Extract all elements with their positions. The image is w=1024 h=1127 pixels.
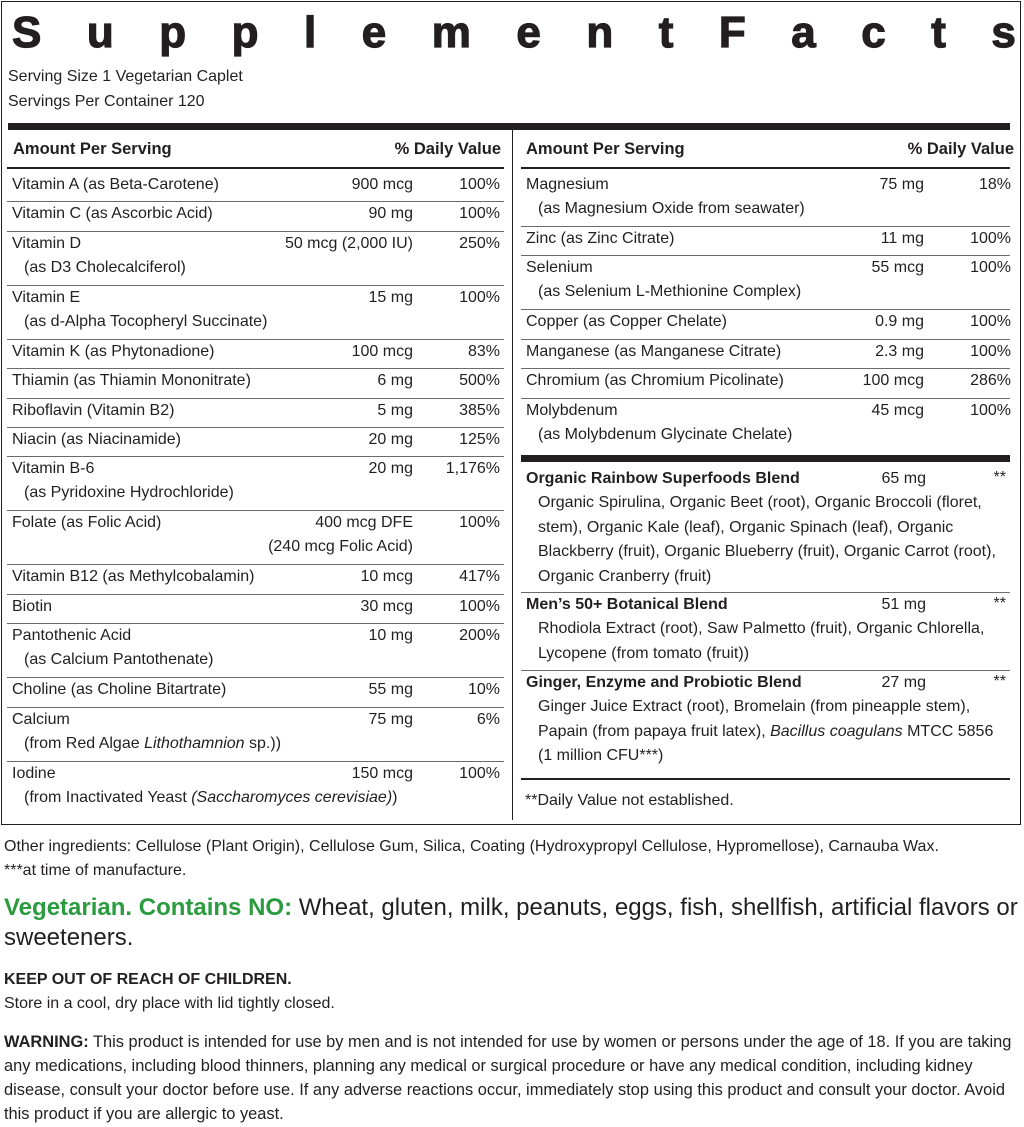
warning-text: This product is intended for use by men and is not intended for use by women or persons under the age of 18. If you are taking any medications, including blood thinners, planning any medical or surgical procedure or have any medical condition, including kidney disease, consult your doctor before use. If any adverse reactions occur, immediately stop using this product and consult your doctor. Avoid this product if you are allergic to yeast.	[4, 1033, 1012, 1123]
nutrient-source: (as D3 Cholecalciferol)	[24, 258, 186, 276]
column-divider	[512, 130, 513, 820]
title-letter: l	[304, 8, 317, 57]
nutrient-amount: 900 mcg	[351, 176, 413, 193]
nutrient-row	[515, 399, 1012, 453]
nutrient-amount: 11 mg	[880, 230, 924, 247]
nutrient-amount: 2.3 mg	[875, 342, 924, 360]
right-amount-header: Amount Per Serving	[526, 140, 685, 158]
nutrient-amount-detail: (240 mcg Folic Acid)	[268, 538, 413, 556]
nutrient-daily-value: 100%	[459, 288, 500, 306]
nutrient-name: Copper (as Copper Chelate)	[526, 313, 727, 331]
right-column	[515, 130, 1012, 820]
servings-per-container: Servings Per Container 120	[8, 93, 205, 110]
nutrient-daily-value: 100%	[459, 176, 500, 193]
title-letter: t	[931, 8, 946, 57]
title-letter: n	[586, 8, 614, 57]
nutrient-amount: 75 mg	[879, 176, 924, 193]
nutrient-amount: 20 mg	[368, 431, 413, 448]
nutrient-daily-value: 100%	[970, 230, 1011, 247]
nutrient-daily-value: 83%	[467, 342, 500, 360]
nutrient-row	[7, 232, 511, 286]
nutrient-daily-value: 18%	[978, 176, 1011, 193]
nutrient-row	[515, 369, 1012, 398]
nutrient-row	[515, 340, 1012, 369]
nutrient-amount: 100 mcg	[862, 372, 924, 390]
nutrient-source: (as d-Alpha Tocopheryl Succinate)	[24, 312, 268, 330]
nutrient-row	[7, 595, 511, 624]
nutrient-name: Pantothenic Acid	[12, 627, 132, 645]
nutrient-daily-value: 250%	[459, 234, 500, 252]
nutrient-row	[7, 399, 511, 428]
nutrient-row	[7, 202, 511, 231]
blend-amount: 65 mg	[881, 470, 926, 487]
nutrient-name: Vitamin D	[12, 234, 82, 252]
nutrient-amount: 10 mg	[368, 627, 413, 645]
serving-size: Serving Size 1 Vegetarian Caplet	[8, 68, 243, 85]
warning-paragraph	[4, 1030, 1022, 1126]
nutrient-amount: 5 mg	[377, 401, 413, 419]
nutrient-source: (as Calcium Pantothenate)	[24, 651, 214, 669]
nutrient-daily-value: 100%	[459, 597, 500, 615]
nutrient-name: Zinc (as Zinc Citrate)	[526, 230, 675, 247]
header-bar	[8, 123, 1010, 130]
vegetarian-lead: Vegetarian. Contains NO:	[4, 894, 293, 921]
nutrient-daily-value: 100%	[970, 259, 1011, 277]
nutrient-row	[7, 511, 511, 565]
blend-row	[515, 593, 1012, 671]
other-ingredients: Other ingredients: Cellulose (Plant Origin), Cellulose Gum, Silica, Coating (Hydroxypropyl Cellulose, Hypromellose), Carnauba Wax.	[4, 838, 939, 855]
blend-daily-value: **	[993, 469, 1006, 486]
nutrient-name: Magnesium	[526, 176, 609, 193]
nutrient-name: Vitamin B12 (as Methylcobalamin)	[12, 568, 255, 586]
nutrient-amount: 55 mcg	[871, 259, 924, 277]
nutrient-source: (as Pyridoxine Hydrochloride)	[24, 484, 234, 502]
nutrient-row	[515, 227, 1012, 256]
nutrient-name: Thiamin (as Thiamin Mononitrate)	[12, 372, 251, 390]
vegetarian-statement	[4, 893, 1018, 953]
blend-name: Men’s 50+ Botanical Blend	[526, 596, 728, 613]
nutrient-name: Manganese (as Manganese Citrate)	[526, 342, 782, 360]
nutrient-name: Vitamin K (as Phytonadione)	[12, 342, 215, 360]
nutrient-source: (as Selenium L-Methionine Complex)	[538, 283, 802, 301]
nutrient-amount: 0.9 mg	[875, 313, 924, 331]
nutrient-name: Selenium	[526, 259, 593, 277]
nutrient-name: Chromium (as Chromium Picolinate)	[526, 372, 784, 390]
nutrient-amount: 90 mg	[368, 205, 413, 223]
nutrient-row	[7, 428, 511, 457]
nutrient-amount: 100 mcg	[351, 342, 413, 360]
nutrient-daily-value: 200%	[459, 627, 500, 645]
title-letter: e	[361, 8, 387, 57]
blend-row	[515, 671, 1012, 779]
nutrient-row	[7, 340, 511, 369]
nutrient-daily-value: 100%	[970, 313, 1011, 331]
blend-row	[515, 467, 1012, 593]
nutrient-row	[7, 173, 511, 202]
nutrient-amount: 45 mcg	[871, 401, 924, 419]
nutrient-daily-value: 286%	[970, 372, 1011, 390]
nutrient-daily-value: 417%	[459, 568, 500, 586]
title-letter: u	[86, 8, 114, 57]
title-letter: t	[658, 8, 674, 57]
right-dv-header: % Daily Value	[907, 140, 1014, 158]
blend-ingredients: Ginger Juice Extract (root), Bromelain (from pineapple stem), Papain (from papaya fruit latex), Bacillus coagulans MTCC 5856 (1 million CFU***)	[538, 698, 994, 764]
nutrient-daily-value: 100%	[970, 342, 1011, 360]
nutrient-daily-value: 10%	[467, 681, 500, 699]
nutrient-daily-value: 385%	[459, 401, 500, 419]
panel-title	[12, 6, 1016, 60]
blend-amount: 51 mg	[881, 596, 926, 613]
keep-out-warning: KEEP OUT OF REACH OF CHILDREN.	[4, 971, 292, 988]
nutrient-daily-value: 500%	[459, 372, 500, 390]
nutrient-source: (from Inactivated Yeast (Saccharomyces cerevisiae))	[24, 788, 398, 806]
nutrient-amount: 55 mg	[368, 681, 413, 699]
nutrient-amount: 50 mcg (2,000 IU)	[284, 234, 413, 252]
title-letter: m	[431, 8, 471, 57]
nutrient-daily-value: 6%	[476, 710, 500, 728]
supplement-facts-panel	[1, 1, 1021, 825]
left-amount-header: Amount Per Serving	[13, 140, 172, 158]
nutrient-name: Molybdenum	[526, 401, 618, 419]
left-column	[7, 130, 511, 820]
title-letter: S	[12, 8, 42, 57]
nutrient-name: Vitamin B-6	[12, 460, 95, 478]
nutrient-amount: 10 mcg	[360, 568, 413, 586]
left-dv-header: % Daily Value	[394, 140, 501, 158]
nutrient-amount: 15 mg	[368, 288, 413, 306]
title-letter: F	[718, 8, 746, 57]
nutrient-daily-value: 100%	[459, 514, 500, 532]
nutrient-row	[7, 565, 511, 594]
nutrient-row	[7, 286, 511, 340]
blend-daily-value: **	[993, 595, 1006, 612]
nutrient-daily-value: 100%	[459, 205, 500, 223]
nutrient-name: Folate (as Folic Acid)	[12, 514, 162, 532]
title-letter: e	[516, 8, 541, 57]
nutrient-name: Niacin (as Niacinamide)	[12, 431, 181, 448]
nutrient-daily-value: 100%	[970, 401, 1011, 419]
nutrient-name: Vitamin C (as Ascorbic Acid)	[12, 205, 213, 223]
nutrient-row	[515, 173, 1012, 227]
blend-ingredients: Rhodiola Extract (root), Saw Palmetto (fruit), Organic Chlorella, Lycopene (from tomato (fruit))	[538, 620, 985, 662]
nutrient-source: (as Molybdenum Glycinate Chelate)	[538, 425, 793, 443]
nutrient-name: Vitamin E	[12, 288, 81, 306]
title-letter: a	[791, 8, 816, 57]
title-letter: p	[231, 8, 259, 57]
nutrient-name: Riboflavin (Vitamin B2)	[12, 401, 175, 419]
nutrient-row	[7, 457, 511, 511]
nutrient-name: Biotin	[12, 597, 53, 615]
nutrient-daily-value: 1,176%	[445, 460, 500, 478]
blend-rule	[521, 778, 1010, 780]
nutrient-row	[515, 310, 1012, 339]
nutrient-amount: 6 mg	[377, 372, 413, 390]
nutrient-amount: 20 mg	[368, 460, 413, 478]
blend-name: Organic Rainbow Superfoods Blend	[526, 470, 800, 487]
nutrient-amount: 400 mcg DFE	[315, 514, 413, 532]
blend-daily-value: **	[993, 673, 1006, 690]
title-letter: c	[861, 8, 886, 57]
blend-amount: 27 mg	[881, 674, 926, 691]
daily-value-footnote: **Daily Value not established.	[525, 792, 734, 809]
nutrient-row	[7, 762, 511, 816]
warning-label: WARNING:	[4, 1033, 89, 1051]
blend-bar	[521, 455, 1010, 462]
nutrient-name: Iodine	[12, 764, 56, 782]
nutrient-row	[7, 624, 511, 678]
nutrient-amount: 75 mg	[368, 710, 413, 728]
nutrient-amount: 30 mcg	[360, 597, 413, 615]
title-letter: s	[991, 8, 1016, 57]
right-header-rule	[521, 167, 1010, 169]
nutrient-row	[7, 708, 511, 762]
nutrient-name: Calcium	[12, 710, 70, 728]
nutrient-name: Choline (as Choline Bitartrate)	[12, 681, 227, 699]
nutrient-source: (from Red Algae Lithothamnion sp.))	[24, 734, 282, 752]
nutrient-row	[515, 256, 1012, 310]
nutrient-source: (as Magnesium Oxide from seawater)	[538, 200, 805, 217]
blend-ingredients: Organic Spirulina, Organic Beet (root), Organic Broccoli (floret, stem), Organic Kale (leaf), Organic Spinach (leaf), Organic Blackberry (fruit), Organic Blueberry (fruit), Organic Carrot (root), Organic Cranberry (fruit)	[538, 494, 996, 585]
storage-instructions: Store in a cool, dry place with lid tightly closed.	[4, 995, 335, 1012]
title-letter: p	[159, 8, 187, 57]
nutrient-name: Vitamin A (as Beta-Carotene)	[12, 176, 219, 193]
nutrient-row	[7, 678, 511, 707]
left-header-rule	[7, 167, 504, 169]
nutrient-row	[7, 369, 511, 398]
nutrient-daily-value: 100%	[459, 764, 500, 782]
manufacture-note: ***at time of manufacture.	[4, 862, 187, 879]
nutrient-daily-value: 125%	[459, 431, 500, 448]
blend-name: Ginger, Enzyme and Probiotic Blend	[526, 674, 802, 691]
vegetarian-rest: Wheat, gluten, milk, peanuts, eggs, fish, shellfish, artificial flavors or sweeteners.	[4, 894, 1018, 951]
nutrient-amount: 150 mcg	[351, 764, 413, 782]
